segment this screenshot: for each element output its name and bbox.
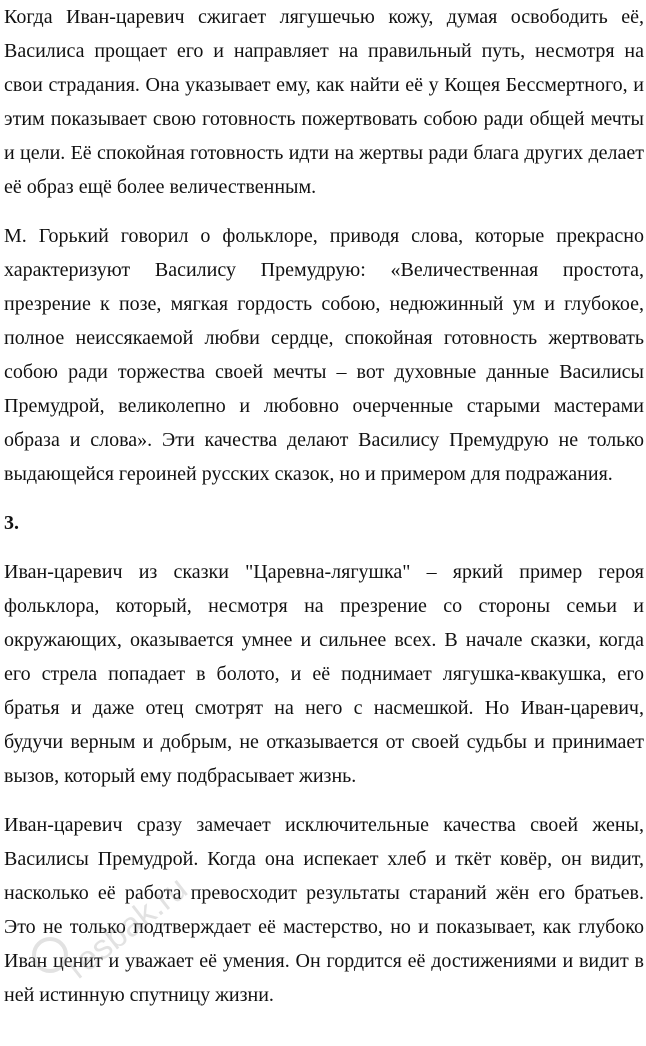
paragraph-ivan-hero: Иван-царевич из сказки "Царевна-лягушка" – яркий пример героя фольклора, который, несмотря на презрение со стороны семьи и окружающих, оказывается умнее и сильнее всех. В начале сказки, когда его стрела попадает в болото, и её поднимает лягушка-квакушка, его братья и даже отец смотрят на него с насмешкой. Но Иван-царевич, будучи верным и добрым, не отказывается от своей судьбы и принимает вызов, который ему подбрасывает жизнь. xyxy=(4,561,644,787)
watermark-text: resbak.ru xyxy=(59,869,195,987)
section-number: 3. xyxy=(4,512,19,534)
document-page xyxy=(4,0,644,1027)
paragraph-vasilisa-forgiveness: Когда Иван-царевич сжигает лягушечью кожу, думая освободить её, Василиса прощает его и направляет на правильный путь, несмотря на свои страдания. Она указывает ему, как найти её у Кощея Бессмертного, и этим показывает свою готовность пожертвовать собою ради общей мечты и цели. Её спокойная готовность идти на жертвы ради блага других делает её образ ещё более величественным. xyxy=(4,6,644,198)
paragraph-gorky-quote: М. Горький говорил о фольклоре, приводя слова, которые прекрасно характеризуют Василису Премудрую: «Величественная простота, презрение к позе, мягкая гордость собою, недюжинный ум и глубокое, полное неиссякаемой любви сердце, спокойная готовность жертвовать собою ради торжества своей мечты – вот духовные данные Василисы Премудрой, великолепно и любовно очерченные старыми мастерами образа и слова». Эти качества делают Василису Премудрую не только выдающейся героиней русских сказок, но и примером для подражания. xyxy=(4,225,644,485)
paragraph-ivan-wife-qualities: Иван-царевич сразу замечает исключительные качества своей жены, Василисы Премудрой. Когда она испекает хлеб и ткёт ковёр, он видит, насколько её работа превосходит результаты стараний жён его братьев. Это не только подтверждает её мастерство, но и показывает, как глубоко Иван ценит и уважает её умения. Он гордится её достижениями и видит в ней истинную спутницу жизни. xyxy=(4,814,644,1006)
